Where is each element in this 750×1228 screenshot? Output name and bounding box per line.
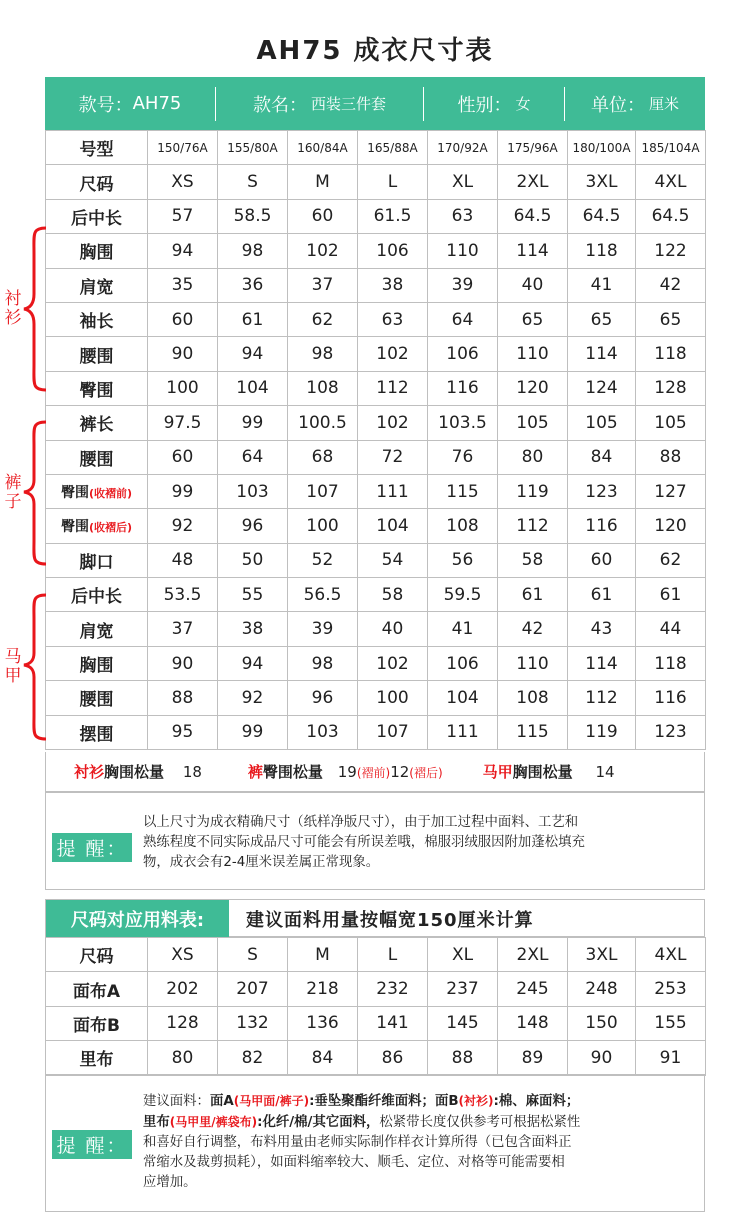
table-cell: 63 bbox=[428, 199, 498, 233]
table-cell: 91 bbox=[636, 1041, 706, 1075]
table-cell: 114 bbox=[568, 646, 636, 680]
table-cell: 43 bbox=[568, 612, 636, 646]
size-table bbox=[45, 130, 706, 750]
page-title: AH75 成衣尺寸表 bbox=[256, 36, 494, 66]
pants-group-label: 裤子 bbox=[4, 473, 22, 512]
table-cell: 38 bbox=[218, 612, 288, 646]
table-cell: 111 bbox=[358, 474, 428, 508]
table-cell: 42 bbox=[498, 612, 568, 646]
table-cell: 100 bbox=[148, 371, 218, 405]
size-row bbox=[46, 131, 706, 165]
reminder-text: 以上尺寸为成衣精确尺寸（纸样净版尺寸），由于加工过程中面料、工艺和 熟练程度不同实际成品尺寸可能会有所误差哦，棉服羽绒服因附加蓬松填充 物，成衣会有2-4厘米误差属正常现象。 bbox=[143, 815, 585, 870]
table-cell: 41 bbox=[428, 612, 498, 646]
usage-note: 建议面料用量按幅宽150厘米计算 bbox=[246, 910, 534, 931]
pants-looseness: 裤臀围松量 19(褶前)12(褶后) bbox=[247, 763, 443, 781]
vest-group-label: 马甲 bbox=[4, 647, 22, 686]
row-label: 里布 bbox=[46, 1041, 148, 1075]
row-label: 胸围 bbox=[46, 646, 148, 680]
pants-bracket bbox=[20, 418, 50, 568]
table-cell: 92 bbox=[148, 509, 218, 543]
table-cell: 115 bbox=[498, 715, 568, 749]
size-row bbox=[46, 646, 706, 680]
table-cell: 62 bbox=[288, 302, 358, 336]
size-row bbox=[46, 440, 706, 474]
table-cell: 97.5 bbox=[148, 406, 218, 440]
table-cell: 94 bbox=[218, 337, 288, 371]
row-label: 号型 bbox=[46, 131, 148, 165]
table-cell: 64.5 bbox=[568, 199, 636, 233]
table-cell: 36 bbox=[218, 268, 288, 302]
table-cell: M bbox=[288, 938, 358, 972]
table-cell: 128 bbox=[636, 371, 706, 405]
row-label: 臀围 bbox=[46, 371, 148, 405]
table-cell: 103 bbox=[218, 474, 288, 508]
table-cell: 108 bbox=[288, 371, 358, 405]
table-cell: 99 bbox=[218, 715, 288, 749]
table-cell: 150/76A bbox=[148, 131, 218, 165]
table-cell: 50 bbox=[218, 543, 288, 577]
table-cell: 39 bbox=[428, 268, 498, 302]
table-cell: 100 bbox=[288, 509, 358, 543]
table-cell: 103.5 bbox=[428, 406, 498, 440]
table-cell: 114 bbox=[498, 234, 568, 268]
table-cell: 103 bbox=[288, 715, 358, 749]
shirt-bracket bbox=[20, 224, 50, 394]
table-cell: 72 bbox=[358, 440, 428, 474]
table-cell: 54 bbox=[358, 543, 428, 577]
table-cell: 155 bbox=[636, 1006, 706, 1040]
table-cell: 111 bbox=[428, 715, 498, 749]
table-cell: 64 bbox=[428, 302, 498, 336]
table-cell: S bbox=[218, 165, 288, 199]
size-row bbox=[46, 234, 706, 268]
table-cell: 56.5 bbox=[288, 578, 358, 612]
table-cell: 58 bbox=[498, 543, 568, 577]
table-cell: 88 bbox=[148, 681, 218, 715]
table-cell: 118 bbox=[636, 337, 706, 371]
table-cell: XL bbox=[428, 938, 498, 972]
table-cell: 39 bbox=[288, 612, 358, 646]
table-cell: 110 bbox=[428, 234, 498, 268]
table-cell: 90 bbox=[148, 337, 218, 371]
table-cell: 107 bbox=[288, 474, 358, 508]
size-row bbox=[46, 715, 706, 749]
vest-looseness: 马甲胸围松量 14 bbox=[482, 763, 615, 781]
table-cell: 99 bbox=[148, 474, 218, 508]
table-cell: 120 bbox=[636, 509, 706, 543]
table-cell: 150 bbox=[568, 1006, 636, 1040]
table-cell: 120 bbox=[498, 371, 568, 405]
table-cell: 124 bbox=[568, 371, 636, 405]
table-cell: 3XL bbox=[568, 938, 636, 972]
table-cell: 175/96A bbox=[498, 131, 568, 165]
table-cell: 99 bbox=[218, 406, 288, 440]
table-cell: 118 bbox=[636, 646, 706, 680]
table-cell: 64 bbox=[218, 440, 288, 474]
table-cell: 52 bbox=[288, 543, 358, 577]
table-cell: 100 bbox=[358, 681, 428, 715]
usage-row bbox=[46, 938, 706, 972]
table-cell: 170/92A bbox=[428, 131, 498, 165]
size-row bbox=[46, 406, 706, 440]
table-cell: 60 bbox=[568, 543, 636, 577]
style-name-label: 款名： bbox=[252, 94, 307, 116]
row-label: 腰围 bbox=[46, 440, 148, 474]
usage-header bbox=[45, 899, 705, 937]
table-cell: 253 bbox=[636, 972, 706, 1006]
table-cell: 106 bbox=[428, 337, 498, 371]
table-cell: 48 bbox=[148, 543, 218, 577]
table-cell: 44 bbox=[636, 612, 706, 646]
table-cell: 102 bbox=[358, 337, 428, 371]
table-cell: 122 bbox=[636, 234, 706, 268]
usage-title: 尺码对应用料表: bbox=[46, 900, 229, 938]
table-cell: 37 bbox=[288, 268, 358, 302]
table-cell: 218 bbox=[288, 972, 358, 1006]
table-cell: 61.5 bbox=[358, 199, 428, 233]
shirt-looseness: 衬衫胸围松量 18 bbox=[74, 763, 202, 781]
row-label: 摆围 bbox=[46, 715, 148, 749]
table-cell: 58.5 bbox=[218, 199, 288, 233]
table-cell: 65 bbox=[498, 302, 568, 336]
row-label: 后中长 bbox=[46, 199, 148, 233]
table-cell: 61 bbox=[636, 578, 706, 612]
table-cell: 115 bbox=[428, 474, 498, 508]
reminder-box-2 bbox=[45, 1074, 705, 1212]
table-cell: 102 bbox=[358, 646, 428, 680]
row-label: 尺码 bbox=[46, 938, 148, 972]
table-cell: 53.5 bbox=[148, 578, 218, 612]
table-cell: 112 bbox=[568, 681, 636, 715]
table-cell: 95 bbox=[148, 715, 218, 749]
table-cell: 108 bbox=[428, 509, 498, 543]
table-cell: 4XL bbox=[636, 938, 706, 972]
table-cell: 96 bbox=[288, 681, 358, 715]
table-cell: 61 bbox=[498, 578, 568, 612]
table-cell: XS bbox=[148, 938, 218, 972]
table-cell: 123 bbox=[636, 715, 706, 749]
shirt-group-label: 衬衫 bbox=[4, 289, 22, 328]
row-label: 后中长 bbox=[46, 578, 148, 612]
table-cell: 65 bbox=[568, 302, 636, 336]
table-cell: 112 bbox=[498, 509, 568, 543]
table-cell: 68 bbox=[288, 440, 358, 474]
table-cell: 119 bbox=[498, 474, 568, 508]
table-cell: 40 bbox=[358, 612, 428, 646]
table-cell: 62 bbox=[636, 543, 706, 577]
row-label: 臀围(收褶后) bbox=[46, 509, 148, 543]
row-label: 袖长 bbox=[46, 302, 148, 336]
row-label: 面布A bbox=[46, 972, 148, 1006]
table-cell: 148 bbox=[498, 1006, 568, 1040]
table-cell: 82 bbox=[218, 1041, 288, 1075]
size-row bbox=[46, 509, 706, 543]
table-cell: 202 bbox=[148, 972, 218, 1006]
table-cell: 92 bbox=[218, 681, 288, 715]
table-cell: 237 bbox=[428, 972, 498, 1006]
table-cell: 116 bbox=[636, 681, 706, 715]
size-row bbox=[46, 578, 706, 612]
table-cell: 118 bbox=[568, 234, 636, 268]
table-cell: 102 bbox=[288, 234, 358, 268]
table-cell: 61 bbox=[568, 578, 636, 612]
table-cell: 104 bbox=[218, 371, 288, 405]
table-cell: 41 bbox=[568, 268, 636, 302]
size-row bbox=[46, 199, 706, 233]
table-cell: 98 bbox=[288, 337, 358, 371]
table-cell: L bbox=[358, 938, 428, 972]
usage-row bbox=[46, 1041, 706, 1075]
table-cell: L bbox=[358, 165, 428, 199]
table-cell: 64.5 bbox=[498, 199, 568, 233]
unit-label: 单位： bbox=[590, 94, 645, 116]
table-cell: 165/88A bbox=[358, 131, 428, 165]
table-cell: 84 bbox=[288, 1041, 358, 1075]
table-cell: 245 bbox=[498, 972, 568, 1006]
table-cell: 119 bbox=[568, 715, 636, 749]
table-cell: 102 bbox=[358, 406, 428, 440]
table-cell: 105 bbox=[636, 406, 706, 440]
row-label: 尺码 bbox=[46, 165, 148, 199]
row-label: 臀围(收褶前) bbox=[46, 474, 148, 508]
table-cell: 89 bbox=[498, 1041, 568, 1075]
table-cell: 59.5 bbox=[428, 578, 498, 612]
table-cell: 2XL bbox=[498, 165, 568, 199]
style-number-value: AH75 bbox=[132, 93, 182, 114]
table-cell: 3XL bbox=[568, 165, 636, 199]
table-cell: 106 bbox=[428, 646, 498, 680]
table-cell: 145 bbox=[428, 1006, 498, 1040]
table-cell: 90 bbox=[568, 1041, 636, 1075]
row-label: 胸围 bbox=[46, 234, 148, 268]
table-cell: 105 bbox=[498, 406, 568, 440]
size-row bbox=[46, 337, 706, 371]
table-cell: 56 bbox=[428, 543, 498, 577]
style-number bbox=[45, 77, 215, 130]
table-cell: 185/104A bbox=[636, 131, 706, 165]
table-cell: 110 bbox=[498, 646, 568, 680]
table-cell: 65 bbox=[636, 302, 706, 336]
gender-value: 女 bbox=[515, 95, 531, 113]
table-cell: 4XL bbox=[636, 165, 706, 199]
table-cell: 132 bbox=[218, 1006, 288, 1040]
table-cell: 94 bbox=[148, 234, 218, 268]
size-row bbox=[46, 612, 706, 646]
looseness-row bbox=[45, 752, 705, 792]
size-row bbox=[46, 371, 706, 405]
table-cell: 94 bbox=[218, 646, 288, 680]
usage-row bbox=[46, 972, 706, 1006]
row-label: 腰围 bbox=[46, 681, 148, 715]
gender-label: 性别： bbox=[457, 94, 512, 116]
row-label: 腰围 bbox=[46, 337, 148, 371]
table-cell: 104 bbox=[428, 681, 498, 715]
row-label: 裤长 bbox=[46, 406, 148, 440]
table-cell: 60 bbox=[148, 440, 218, 474]
table-cell: 98 bbox=[288, 646, 358, 680]
table-cell: 106 bbox=[358, 234, 428, 268]
table-cell: 55 bbox=[218, 578, 288, 612]
table-cell: 116 bbox=[428, 371, 498, 405]
product-info-bar bbox=[45, 77, 705, 130]
table-cell: 96 bbox=[218, 509, 288, 543]
table-cell: 35 bbox=[148, 268, 218, 302]
table-cell: 116 bbox=[568, 509, 636, 543]
table-cell: XS bbox=[148, 165, 218, 199]
table-cell: 84 bbox=[568, 440, 636, 474]
table-cell: 107 bbox=[358, 715, 428, 749]
size-row bbox=[46, 165, 706, 199]
table-cell: 42 bbox=[636, 268, 706, 302]
fabric-advice-text: 建议面料：面A(马甲面/裤子):垂坠聚酯纤维面料；面B(衬衫):棉、麻面料； 里布(马甲里/裤袋布):化纤/棉/其它面料，松紧带长度仅供参考可根据松紧性 和喜好自行调整，布料用量由老师实际制作样衣计算所得（已包含面料正 常缩水及裁剪损耗），如面料缩率较大、顺毛、定位、对格等可能需要相 应增加。 bbox=[143, 1094, 581, 1190]
style-name bbox=[216, 77, 423, 130]
table-cell: 38 bbox=[358, 268, 428, 302]
row-label: 肩宽 bbox=[46, 268, 148, 302]
table-cell: 58 bbox=[358, 578, 428, 612]
table-cell: S bbox=[218, 938, 288, 972]
row-label: 脚口 bbox=[46, 543, 148, 577]
table-cell: 207 bbox=[218, 972, 288, 1006]
unit-value: 厘米 bbox=[648, 95, 679, 113]
size-row bbox=[46, 543, 706, 577]
table-cell: 160/84A bbox=[288, 131, 358, 165]
table-cell: 112 bbox=[358, 371, 428, 405]
table-cell: XL bbox=[428, 165, 498, 199]
table-cell: 86 bbox=[358, 1041, 428, 1075]
style-number-label: 款号： bbox=[78, 94, 133, 116]
table-cell: 90 bbox=[148, 646, 218, 680]
table-cell: 108 bbox=[498, 681, 568, 715]
size-row bbox=[46, 268, 706, 302]
table-cell: 105 bbox=[568, 406, 636, 440]
table-cell: 60 bbox=[148, 302, 218, 336]
vest-bracket bbox=[20, 591, 50, 743]
table-cell: 155/80A bbox=[218, 131, 288, 165]
table-cell: 127 bbox=[636, 474, 706, 508]
table-cell: 180/100A bbox=[568, 131, 636, 165]
table-cell: 60 bbox=[288, 199, 358, 233]
table-cell: 104 bbox=[358, 509, 428, 543]
table-cell: 37 bbox=[148, 612, 218, 646]
usage-row bbox=[46, 1006, 706, 1040]
unit bbox=[565, 77, 705, 130]
table-cell: 61 bbox=[218, 302, 288, 336]
table-cell: 88 bbox=[636, 440, 706, 474]
table-cell: 80 bbox=[498, 440, 568, 474]
fabric-usage-table bbox=[45, 937, 706, 1076]
gender bbox=[424, 77, 564, 130]
size-row bbox=[46, 302, 706, 336]
reminder-box-1 bbox=[45, 792, 705, 890]
table-cell: 128 bbox=[148, 1006, 218, 1040]
size-row bbox=[46, 474, 706, 508]
reminder-badge-2: 提 醒： bbox=[52, 1130, 132, 1159]
table-cell: 248 bbox=[568, 972, 636, 1006]
table-cell: 80 bbox=[148, 1041, 218, 1075]
table-cell: 141 bbox=[358, 1006, 428, 1040]
table-cell: 100.5 bbox=[288, 406, 358, 440]
table-cell: 123 bbox=[568, 474, 636, 508]
table-cell: 2XL bbox=[498, 938, 568, 972]
table-cell: 76 bbox=[428, 440, 498, 474]
table-cell: 57 bbox=[148, 199, 218, 233]
table-cell: 40 bbox=[498, 268, 568, 302]
row-label: 肩宽 bbox=[46, 612, 148, 646]
table-cell: 88 bbox=[428, 1041, 498, 1075]
row-label: 面布B bbox=[46, 1006, 148, 1040]
table-cell: 114 bbox=[568, 337, 636, 371]
table-cell: 110 bbox=[498, 337, 568, 371]
table-cell: 136 bbox=[288, 1006, 358, 1040]
size-row bbox=[46, 681, 706, 715]
table-cell: 63 bbox=[358, 302, 428, 336]
table-cell: 98 bbox=[218, 234, 288, 268]
table-cell: 64.5 bbox=[636, 199, 706, 233]
table-cell: M bbox=[288, 165, 358, 199]
reminder-badge: 提 醒： bbox=[52, 833, 132, 862]
style-name-value: 西装三件套 bbox=[310, 95, 386, 113]
table-cell: 232 bbox=[358, 972, 428, 1006]
